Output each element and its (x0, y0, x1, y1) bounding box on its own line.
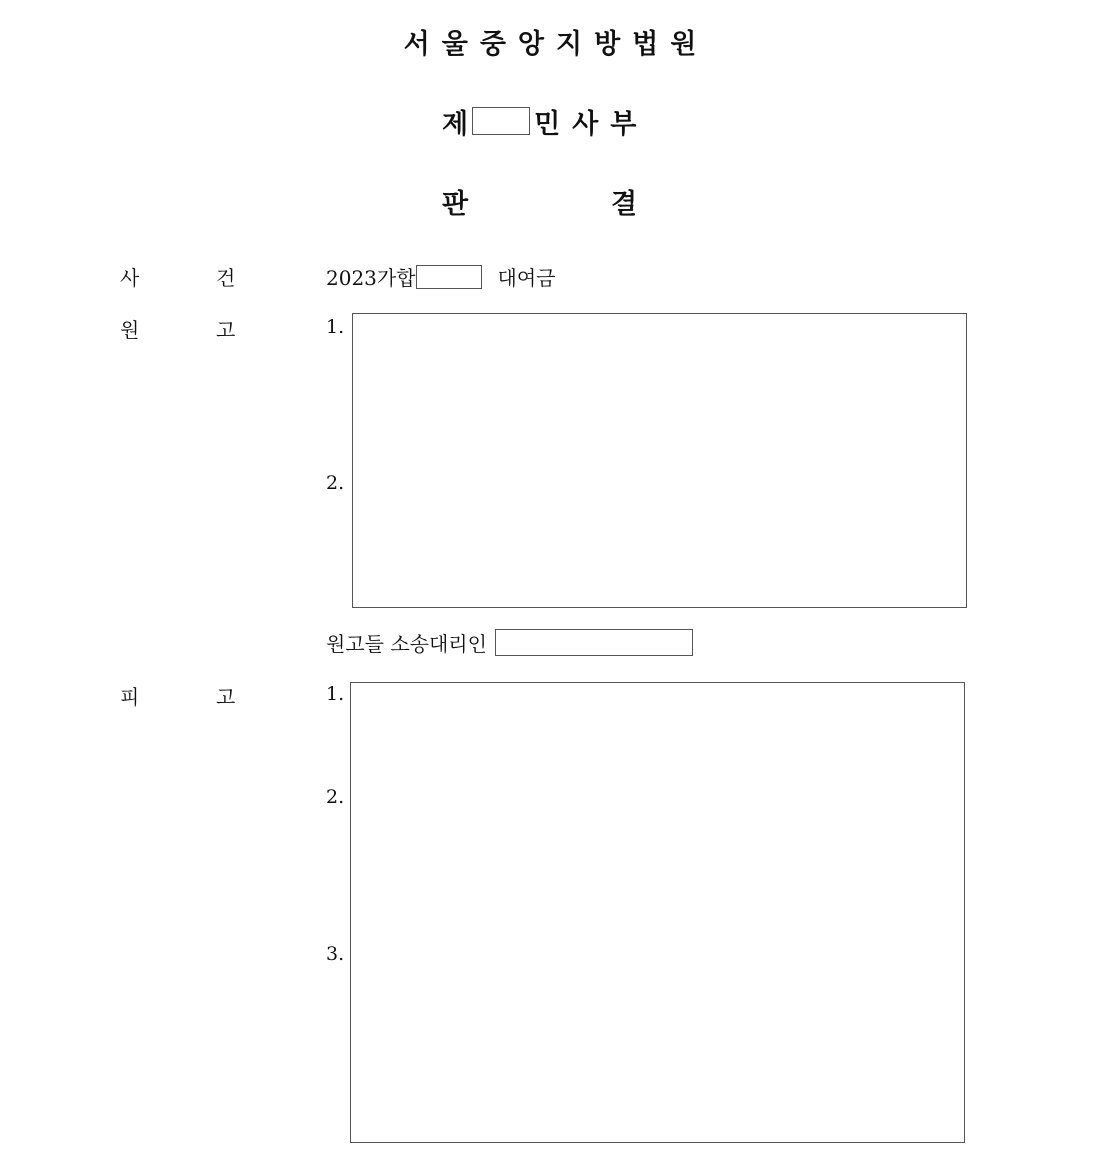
plaintiff-counsel-row (326, 628, 693, 657)
defendant-label-right: 고 (216, 685, 236, 709)
plaintiff-number-1: 1. (326, 316, 345, 338)
division-title (442, 104, 648, 138)
redacted-counsel-name (495, 629, 693, 656)
defendant-label-left: 피 (120, 685, 140, 709)
plaintiff-number-2: 2. (326, 472, 345, 494)
court-name: 서울중앙지방법원 (403, 29, 709, 60)
division-prefix: 제 (442, 108, 469, 140)
division-suffix: 민사부 (534, 108, 649, 140)
redacted-plaintiffs-block (352, 313, 967, 608)
plaintiff-label-right: 고 (216, 318, 236, 342)
redacted-division-number (472, 107, 530, 135)
case-type: 대여금 (497, 266, 556, 290)
defendant-number-2: 2. (326, 786, 345, 808)
defendant-number-1: 1. (326, 683, 345, 705)
redacted-case-number (416, 265, 482, 289)
judgment-title-left: 판 (442, 189, 469, 220)
case-number-row (326, 262, 556, 291)
case-label-left: 사 (120, 266, 140, 290)
case-label-right: 건 (216, 266, 236, 290)
judgment-title-right: 결 (611, 189, 638, 220)
plaintiff-counsel-label: 원고들 소송대리인 (326, 632, 487, 656)
redacted-defendants-block (350, 682, 965, 1143)
case-number-prefix: 2023가합 (326, 266, 416, 290)
plaintiff-label-left: 원 (120, 318, 140, 342)
defendant-number-3: 3. (326, 943, 345, 965)
